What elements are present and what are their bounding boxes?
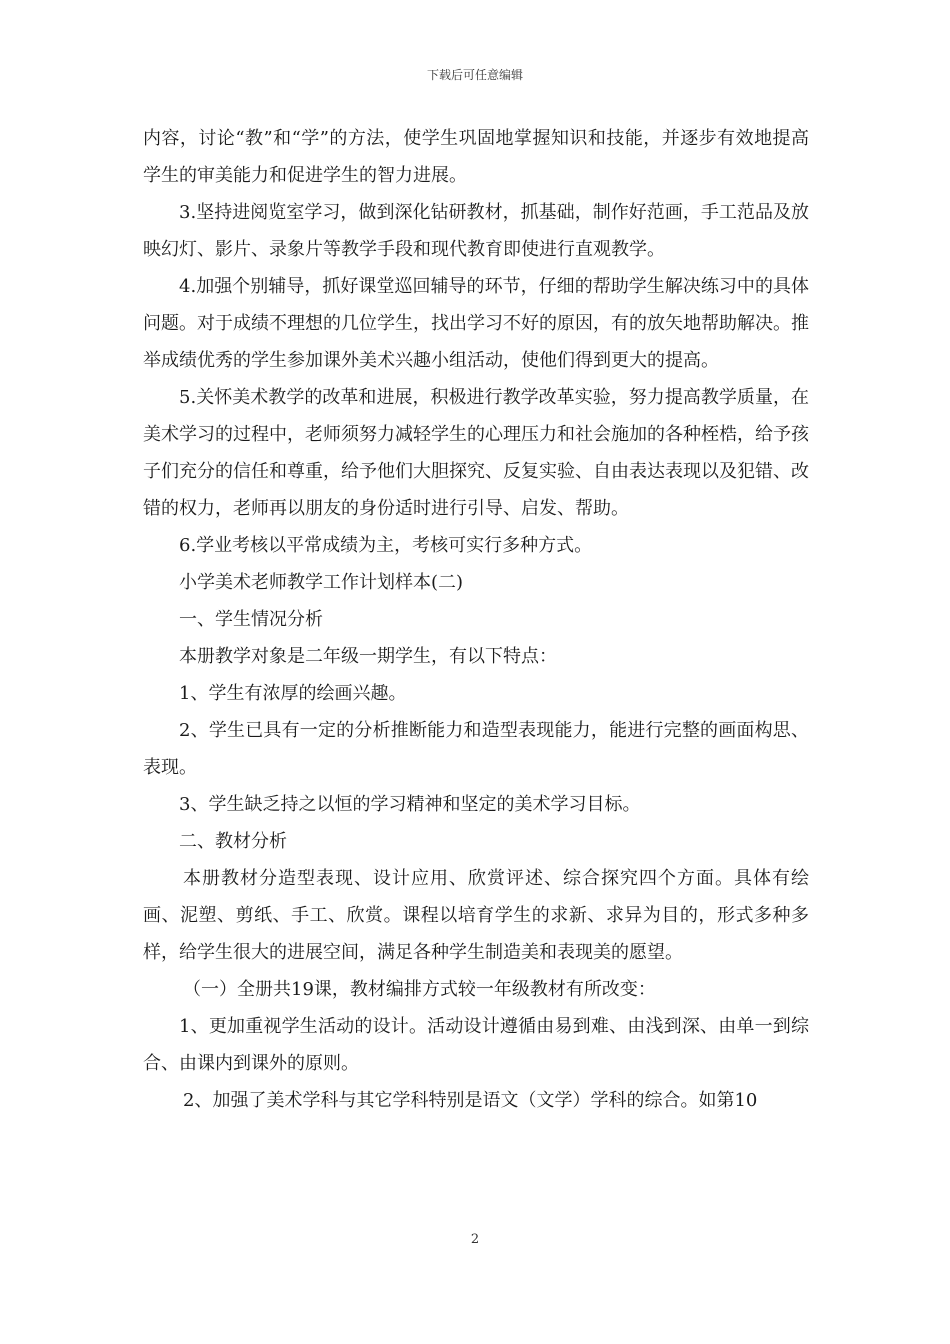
paragraph-3: 4.加强个别辅导，抓好课堂巡回辅导的环节，仔细的帮助学生解决练习中的具体问题。对于成绩不理想的几位学生，找出学习不好的原因，有的放矢地帮助解决。推举成绩优秀的学生参加课外美术兴趣小组活动，使他们得到更大的提高。 xyxy=(143,276,809,371)
paragraph-8: 本册教学对象是二年级一期学生，有以下特点： xyxy=(179,646,557,667)
section-title: 小学美术老师教学工作计划样本(二) xyxy=(179,572,464,593)
page-header: 下载后可任意编辑 xyxy=(426,68,523,82)
list-item-2: 2、学生已具有一定的分析推断能力和造型表现能力，能进行完整的画面构思、表现。 xyxy=(143,720,809,778)
heading-textbook-analysis: 二、教材分析 xyxy=(179,831,287,852)
list-item-4: 1、更加重视学生活动的设计。活动设计遵循由易到难、由浅到深、由单一到综合、由课内到课外的原则。 xyxy=(143,1016,809,1074)
list-item-1: 1、学生有浓厚的绘画兴趣。 xyxy=(179,683,407,704)
paragraph-2: 3.坚持进阅览室学习，做到深化钻研教材，抓基础，制作好范画，手工范品及放映幻灯、影片、录象片等教学手段和现代教育即使进行直观教学。 xyxy=(143,202,809,260)
paragraph-13: 本册教材分造型表现、设计应用、欣赏评述、综合探究四个方面。具体有绘画、泥塑、剪纸、手工、欣赏。课程以培育学生的求新、求异为目的，形式多种多样，给学生很大的进展空间，满足各种学生制造美和表现美的愿望。 xyxy=(143,868,809,963)
paragraph-5: 6.学业考核以平常成绩为主，考核可实行多种方式。 xyxy=(179,535,593,556)
heading-student-analysis: 一、学生情况分析 xyxy=(179,609,323,630)
list-item-5: 2、加强了美术学科与其它学科特别是语文（文学）学科的综合。如第10 xyxy=(183,1090,758,1111)
paragraph-4: 5.关怀美术教学的改革和进展，积极进行教学改革实验，努力提高教学质量，在美术学习的过程中，老师须努力减轻学生的心理压力和社会施加的各种桎梏，给予孩子们充分的信任和尊重，给予他们大胆探究、反复实验、自由表达表现以及犯错、改错的权力，老师再以朋友的身份适时进行引导、启发、帮助。 xyxy=(143,387,809,519)
list-item-3: 3、学生缺乏持之以恒的学习精神和坚定的美术学习目标。 xyxy=(179,794,641,815)
document-body xyxy=(143,120,809,1119)
paragraph-1: 内容，讨论“教”和“学”的方法，使学生巩固地掌握知识和技能，并逐步有效地提高学生的审美能力和促进学生的智力进展。 xyxy=(143,128,809,186)
paragraph-14: （一）全册共19课，教材编排方式较一年级教材有所改变： xyxy=(183,979,656,1000)
page-number: 2 xyxy=(470,1232,480,1247)
